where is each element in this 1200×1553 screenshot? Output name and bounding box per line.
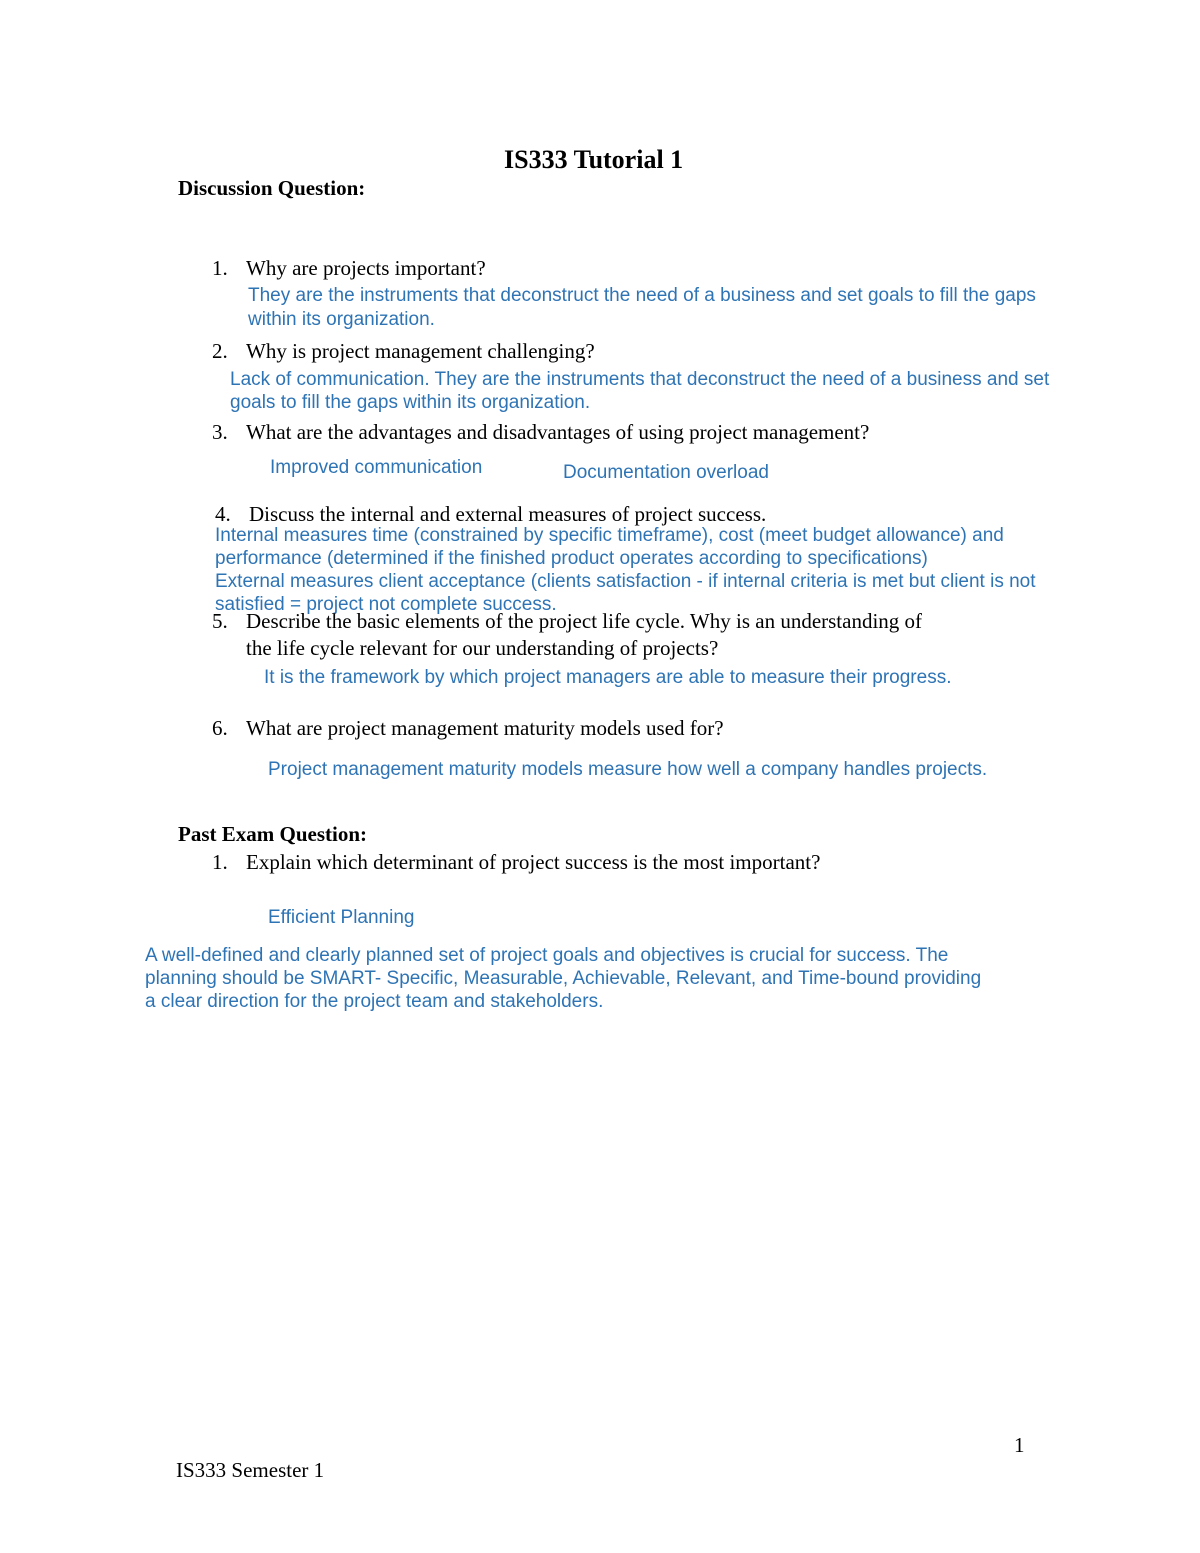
discussion-heading: Discussion Question: (178, 176, 366, 200)
answer-1-line-2: within its organization. (248, 309, 435, 330)
answer-4-line-4: satisfied = project not complete success. (215, 594, 557, 615)
question-text: Explain which determinant of project success is the most important? (246, 850, 821, 874)
past-exam-heading: Past Exam Question: (178, 822, 367, 846)
question-5-line-2: the life cycle relevant for our understanding of projects? (246, 636, 719, 660)
answer-2-line-1: Lack of communication. They are the instruments that deconstruct the need of a business and set (230, 369, 1050, 390)
question-5 (212, 609, 922, 634)
question-text: Why are projects important? (246, 256, 486, 280)
answer-4-line-3: External measures client acceptance (clients satisfaction - if internal criteria is met but client is not (215, 571, 1036, 592)
question-4 (215, 502, 766, 527)
past-exam-answer-line-1: A well-defined and clearly planned set of project goals and objectives is crucial for success. The (145, 945, 949, 966)
question-text: Discuss the internal and external measures of project success. (249, 502, 767, 526)
footer-course: IS333 Semester 1 (176, 1458, 325, 1482)
answer-1-line-1: They are the instruments that deconstruct the need of a business and set goals to fill the gaps (248, 285, 1036, 306)
question-text: What are the advantages and disadvantages of using project management? (246, 420, 870, 444)
past-exam-question-1 (212, 850, 820, 875)
question-2 (212, 339, 595, 364)
question-number: 2. (212, 339, 228, 363)
past-exam-answer-line-3: a clear direction for the project team and stakeholders. (145, 991, 604, 1012)
page-title: IS333 Tutorial 1 (504, 145, 684, 174)
question-text: Why is project management challenging? (246, 339, 595, 363)
question-number: 6. (212, 716, 228, 740)
past-exam-answer-line-2: planning should be SMART- Specific, Measurable, Achievable, Relevant, and Time-bound providing (145, 968, 982, 989)
question-number: 5. (212, 609, 228, 633)
question-number: 1. (212, 850, 228, 874)
answer-4-line-2: performance (determined if the finished product operates according to specifications) (215, 548, 928, 569)
question-text: What are project management maturity models used for? (246, 716, 724, 740)
past-exam-answer-title: Efficient Planning (268, 907, 415, 928)
answer-5: It is the framework by which project managers are able to measure their progress. (264, 667, 952, 688)
answer-3-disadvantage: Documentation overload (563, 462, 769, 483)
answer-6: Project management maturity models measure how well a company handles projects. (268, 759, 988, 780)
question-number: 3. (212, 420, 228, 444)
answer-3-advantage: Improved communication (270, 457, 483, 478)
answer-4-line-1: Internal measures time (constrained by specific timeframe), cost (meet budget allowance) and (215, 525, 1004, 546)
question-number: 1. (212, 256, 228, 280)
question-text: Describe the basic elements of the project life cycle. Why is an understanding of (246, 609, 923, 633)
question-6 (212, 716, 724, 741)
question-1 (212, 256, 486, 281)
question-3 (212, 420, 869, 445)
question-number: 4. (215, 502, 231, 526)
answer-2-line-2: goals to fill the gaps within its organization. (230, 392, 591, 413)
page-number: 1 (1014, 1433, 1025, 1457)
